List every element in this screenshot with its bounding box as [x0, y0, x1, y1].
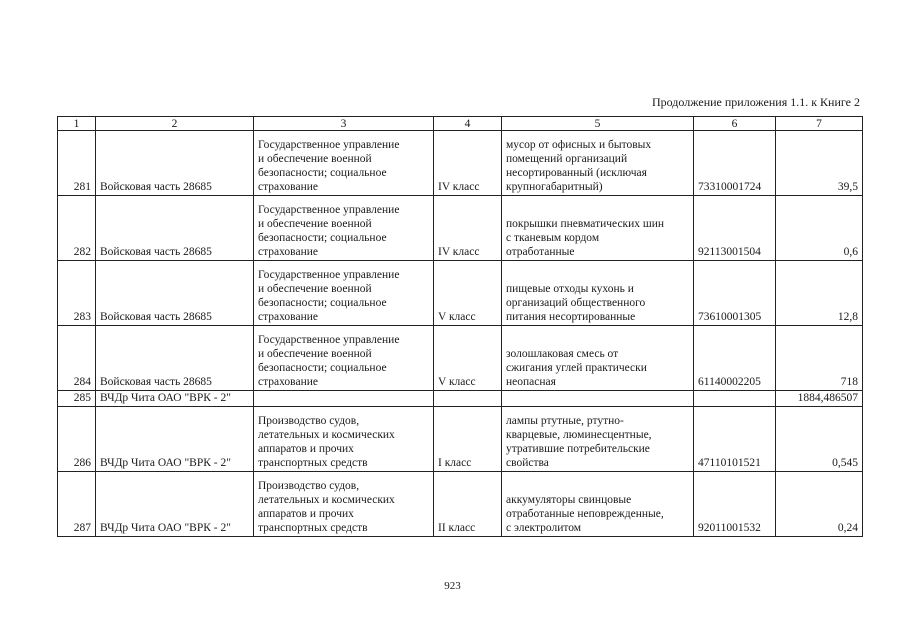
activity-cell [254, 391, 434, 407]
waste-register-table [57, 116, 863, 537]
waste-name-cell-line: крупногабаритный) [506, 181, 603, 193]
waste-code-cell: 92011001532 [694, 472, 776, 537]
activity-cell-line: Государственное управление [258, 204, 400, 216]
column-header: 2 [96, 117, 254, 131]
waste-code-cell: 92113001504 [694, 196, 776, 261]
organization-cell: Войсковая часть 28685 [96, 196, 254, 261]
waste-code-cell: 73310001724 [694, 131, 776, 196]
activity-cell-line: страхование [258, 181, 318, 193]
hazard-class-cell: V класс [434, 261, 502, 326]
waste-name-cell-line: помещений организаций [506, 153, 628, 165]
activity-cell [254, 407, 434, 472]
waste-name-cell-line: лампы ртутные, ртутно- [506, 415, 624, 427]
activity-cell-line: Производство судов, [258, 480, 360, 492]
quantity-cell: 12,8 [776, 261, 863, 326]
waste-name-cell-line: золошлаковая смесь от [506, 348, 619, 360]
activity-cell-line: Государственное управление [258, 139, 400, 151]
organization-cell: ВЧДр Чита ОАО "ВРК - 2" [96, 407, 254, 472]
waste-name-cell-line: организаций общественного [506, 297, 646, 309]
activity-cell-line: аппаратов и прочих [258, 508, 354, 520]
organization-cell: ВЧДр Чита ОАО "ВРК - 2" [96, 472, 254, 537]
document-caption: Продолжение приложения 1.1. к Книге 2 [651, 95, 860, 109]
waste-name-cell-line: покрышки пневматических шин [506, 218, 665, 230]
column-header: 1 [58, 117, 96, 131]
activity-cell-line: и обеспечение военной [258, 283, 372, 295]
organization-cell: ВЧДр Чита ОАО "ВРК - 2" [96, 391, 254, 407]
activity-cell-line: Производство судов, [258, 415, 360, 427]
table-row [58, 472, 863, 537]
activity-cell [254, 196, 434, 261]
column-header: 6 [694, 117, 776, 131]
waste-name-cell-line: свойства [506, 457, 549, 469]
waste-name-cell-line: отработанные неповрежденные, [506, 508, 664, 520]
row-number-cell: 285 [58, 391, 96, 407]
quantity-cell: 1884,486507 [776, 391, 863, 407]
activity-cell-line: страхование [258, 311, 318, 323]
column-header: 4 [434, 117, 502, 131]
waste-name-cell-line: с электролитом [506, 522, 582, 534]
row-number-cell: 282 [58, 196, 96, 261]
waste-name-cell-line: аккумуляторы свинцовые [506, 494, 632, 506]
activity-cell-line: безопасности; социальное [258, 297, 387, 309]
waste-code-cell: 61140002205 [694, 326, 776, 391]
activity-cell-line: Государственное управление [258, 269, 400, 281]
activity-cell-line: Государственное управление [258, 334, 400, 346]
waste-name-cell-line: кварцевые, люминесцентные, [506, 429, 652, 441]
organization-cell: Войсковая часть 28685 [96, 326, 254, 391]
activity-cell-line: транспортных средств [258, 457, 368, 469]
waste-name-cell-line: утратившие потребительские [506, 443, 650, 455]
activity-cell-line: и обеспечение военной [258, 153, 372, 165]
column-header: 7 [776, 117, 863, 131]
waste-name-cell-line: пищевые отходы кухонь и [506, 283, 634, 295]
waste-name-cell-line: неопасная [506, 376, 556, 388]
waste-code-cell [694, 391, 776, 407]
row-number-cell: 283 [58, 261, 96, 326]
activity-cell-line: и обеспечение военной [258, 348, 372, 360]
quantity-cell: 0,545 [776, 407, 863, 472]
row-number-cell: 287 [58, 472, 96, 537]
column-header: 3 [254, 117, 434, 131]
table-row [58, 196, 863, 261]
waste-name-cell [502, 196, 694, 261]
table-row [58, 131, 863, 196]
page-number: 923 [444, 580, 461, 592]
quantity-cell: 39,5 [776, 131, 863, 196]
activity-cell [254, 131, 434, 196]
hazard-class-cell: II класс [434, 472, 502, 537]
activity-cell-line: безопасности; социальное [258, 362, 387, 374]
quantity-cell: 0,6 [776, 196, 863, 261]
waste-name-cell-line: питания несортированные [506, 311, 636, 323]
waste-name-cell [502, 391, 694, 407]
activity-cell [254, 326, 434, 391]
activity-cell [254, 261, 434, 326]
waste-name-cell [502, 407, 694, 472]
activity-cell-line: транспортных средств [258, 522, 368, 534]
activity-cell-line: аппаратов и прочих [258, 443, 354, 455]
quantity-cell: 718 [776, 326, 863, 391]
organization-cell: Войсковая часть 28685 [96, 261, 254, 326]
row-number-cell: 281 [58, 131, 96, 196]
activity-cell-line: летательных и космических [258, 494, 395, 506]
row-number-cell: 286 [58, 407, 96, 472]
waste-name-cell [502, 261, 694, 326]
waste-name-cell-line: сжигания углей практически [506, 362, 647, 374]
quantity-cell: 0,24 [776, 472, 863, 537]
hazard-class-cell: I класс [434, 407, 502, 472]
waste-name-cell-line: мусор от офисных и бытовых [506, 139, 652, 151]
activity-cell-line: страхование [258, 246, 318, 258]
activity-cell-line: и обеспечение военной [258, 218, 372, 230]
waste-name-cell-line: отработанные [506, 246, 575, 258]
waste-name-cell [502, 131, 694, 196]
waste-code-cell: 47110101521 [694, 407, 776, 472]
waste-name-cell [502, 326, 694, 391]
table-row [58, 391, 863, 407]
waste-code-cell: 73610001305 [694, 261, 776, 326]
activity-cell-line: безопасности; социальное [258, 167, 387, 179]
hazard-class-cell [434, 391, 502, 407]
activity-cell-line: летательных и космических [258, 429, 395, 441]
column-header: 5 [502, 117, 694, 131]
organization-cell: Войсковая часть 28685 [96, 131, 254, 196]
hazard-class-cell: V класс [434, 326, 502, 391]
hazard-class-cell: IV класс [434, 131, 502, 196]
waste-name-cell-line: несортированный (исключая [506, 167, 647, 179]
table-row [58, 261, 863, 326]
row-number-cell: 284 [58, 326, 96, 391]
waste-name-cell [502, 472, 694, 537]
table-row [58, 407, 863, 472]
table-row [58, 326, 863, 391]
column-number-row [58, 117, 863, 131]
waste-name-cell-line: с тканевым кордом [506, 232, 600, 244]
hazard-class-cell: IV класс [434, 196, 502, 261]
activity-cell-line: страхование [258, 376, 318, 388]
activity-cell-line: безопасности; социальное [258, 232, 387, 244]
activity-cell [254, 472, 434, 537]
